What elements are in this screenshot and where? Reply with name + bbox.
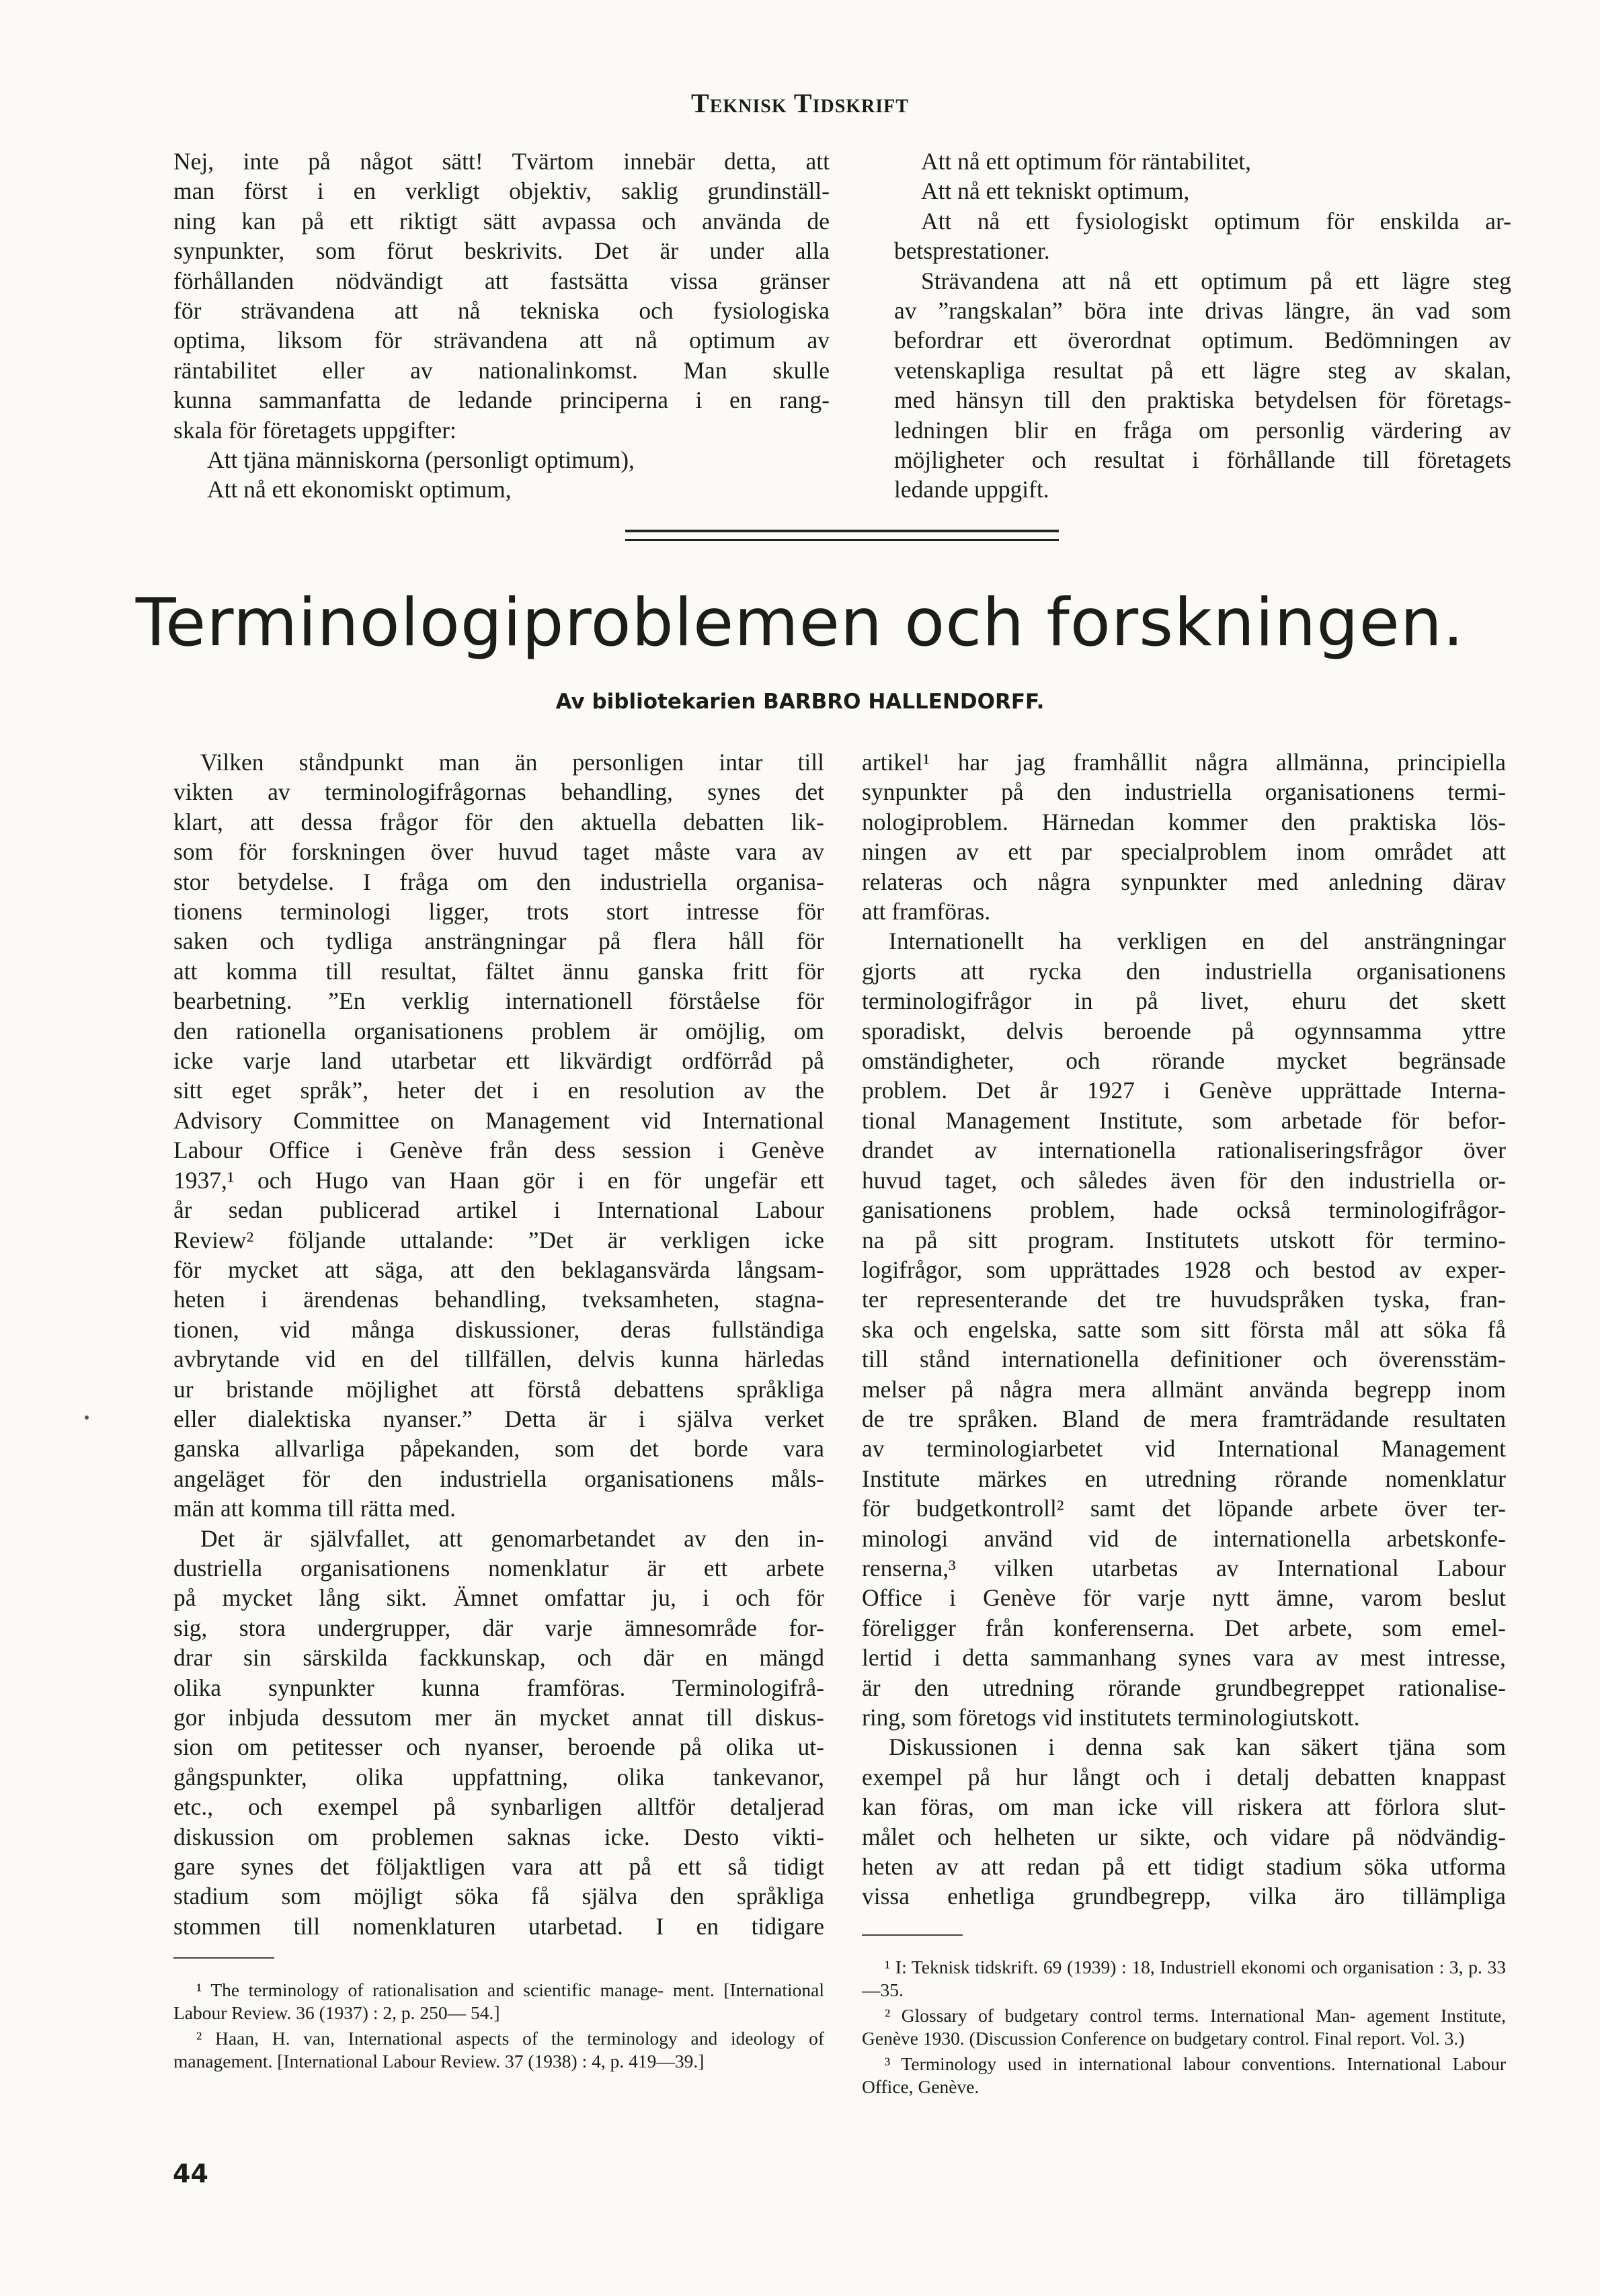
article-left-column	[173, 747, 824, 1941]
text-line: ganisationens problem, hade också terminologifrågor-	[862, 1196, 1506, 1224]
text-line: de tre språken. Bland de mera framträdande resultaten	[862, 1405, 1506, 1432]
text-line: skala för företagets uppgifter:	[173, 416, 456, 444]
text-line: tional Management Institute, som arbetade för befor-	[862, 1106, 1506, 1134]
text-line: Review² följande uttalande: ”Det är verkligen icke	[173, 1226, 824, 1254]
text-line: olika synpunkter kunna framföras. Terminologifrå-	[173, 1674, 824, 1701]
article-title: Terminologiproblemen och forskningen.	[135, 585, 1465, 661]
text-line: exempel på hur långt och i detalj debatten knappast	[862, 1763, 1506, 1791]
text-line: minologi använd vid de internationella arbetskonfe-	[862, 1524, 1506, 1552]
text-line: den rationella organisationens problem är omöjlig, om	[173, 1017, 824, 1044]
text-line: ska och engelska, satte som sitt första mål att söka få	[862, 1315, 1506, 1343]
text-line: Internationellt ha verkligen en del ansträngningar	[889, 928, 1506, 955]
text-line: kunna sammanfatta de ledande principerna i en rang-	[173, 386, 830, 414]
text-line: gjorts att rycka den industriella organisationens	[862, 957, 1506, 985]
text-line: Att nå ett fysiologiskt optimum för enskilda ar-	[921, 207, 1511, 235]
text-line: Att nå ett optimum för räntabilitet,	[921, 148, 1251, 175]
text-line: att framföras.	[862, 898, 991, 926]
text-line: synpunkter på den industriella organisationens termi-	[862, 778, 1506, 806]
page-number: 44	[173, 2159, 208, 2188]
text-line: vetenskapliga resultat på ett lägre steg av skalan,	[894, 356, 1511, 384]
text-line: vissa enhetliga grundbegrepp, vilka äro tillämpliga	[862, 1883, 1506, 1910]
text-line: ring, som företogs vid institutets terminologiutskott.	[862, 1704, 1360, 1731]
footnote-rule-left	[173, 1957, 274, 1959]
footnote: ² Glossary of budgetary control terms. International Man- agement Institute, Genève 1930. (Discussion Conference on budgetary control. Final report. Vol. 3.)	[862, 2005, 1506, 2049]
text-line: Nej, inte på något sätt! Tvärtom innebär detta, att	[173, 148, 830, 175]
text-line: med hänsyn till den praktiska betydelsen för företags-	[894, 386, 1511, 414]
top-right-column	[894, 147, 1511, 505]
text-line: saken och tydliga ansträngningar på flera håll för	[173, 928, 824, 955]
text-line: ganska allvarliga påpekanden, som det borde vara	[173, 1435, 824, 1463]
text-line: kan föras, om man icke vill riskera att förlora slut-	[862, 1793, 1506, 1821]
text-line: av terminologiarbetet vid International Management	[862, 1435, 1506, 1463]
text-line: huvud taget, och således även för den industriella or-	[862, 1166, 1506, 1194]
footnote: ¹ I: Teknisk tidskrift. 69 (1939) : 18, Industriell ekonomi och organisation : 3, p. 33—35.	[862, 1957, 1506, 2000]
text-line: Att nå ett tekniskt optimum,	[921, 177, 1190, 205]
text-line: sig, stora undergrupper, där varje ämnesområde for-	[173, 1614, 824, 1641]
text-line: vikten av terminologifrågornas behandling, synes det	[173, 778, 824, 806]
text-line: eller dialektiska nyanser.” Detta är i själva verket	[173, 1405, 824, 1432]
text-line: dustriella organisationens nomenklatur är ett arbete	[173, 1554, 824, 1582]
footnote: ¹ The terminology of rationalisation and scientific manage- ment. [International Labour Review. 36 (1937) : 2, p. 250— 54.]	[173, 1979, 824, 2023]
text-line: gångspunkter, olika uppfattning, olika tankevanor,	[173, 1763, 824, 1791]
text-line: na på sitt program. Institutets utskott för termino-	[862, 1226, 1506, 1254]
text-line: heten i ärendenas behandling, tveksamheten, stagna-	[173, 1286, 824, 1313]
text-line: ur bristande möjlighet att förstå debattens språkliga	[173, 1375, 824, 1403]
text-line: stommen till nomenklaturen utarbetad. I en tidigare	[173, 1912, 824, 1940]
text-line: tionens terminologi ligger, trots stort intresse för	[173, 898, 824, 926]
text-line: att komma till resultat, fältet ännu ganska fritt för	[173, 957, 824, 985]
text-line: stadium som möjligt söka få själva den språkliga	[173, 1883, 824, 1910]
text-line: stor betydelse. I fråga om den industriella organisa-	[173, 868, 824, 895]
text-line: föreligger från konferenserna. Det arbete, som emel-	[862, 1614, 1506, 1641]
text-line: på mycket lång sikt. Ämnet omfattar ju, i och för	[173, 1584, 824, 1612]
text-line: män att komma till rätta med.	[173, 1495, 456, 1522]
text-line: sitt eget språk”, heter det i en resolution av the	[173, 1077, 824, 1104]
text-line: synpunkter, som förut beskrivits. Det är under alla	[173, 237, 830, 265]
text-line: Office i Genève för varje nytt ämne, varom beslut	[862, 1584, 1506, 1612]
text-line: omständigheter, och rörande mycket begränsade	[862, 1047, 1506, 1075]
text-line: artikel¹ har jag framhållit några allmänna, principiella	[862, 749, 1506, 776]
text-line: icke varje land utarbetar ett likvärdigt ordförråd på	[173, 1047, 824, 1075]
text-line: Labour Office i Genève från dess session i Genève	[173, 1137, 824, 1164]
margin-speck	[85, 1416, 89, 1420]
text-line: avbrytande vid en del tillfällen, delvis kunna härledas	[173, 1346, 824, 1373]
text-line: för budgetkontroll² samt det löpande arbete över ter-	[862, 1495, 1506, 1522]
text-line: diskussion om problemen saknas icke. Desto vikti-	[173, 1823, 824, 1850]
text-line: angeläget för den industriella organisationens måls-	[173, 1465, 824, 1492]
text-line: är den utredning rörande grundbegreppet rationalise-	[862, 1674, 1506, 1701]
text-line: melser på några mera allmänt använda begrepp inom	[862, 1375, 1506, 1403]
text-line: av ”rangskalan” böra inte drivas längre, än vad som	[894, 297, 1511, 325]
article-byline: Av bibliotekarien BARBRO HALLENDORFF.	[555, 690, 1045, 714]
text-line: ning kan på ett riktigt sätt avpassa och använda de	[173, 207, 830, 235]
text-line: sporadiskt, delvis beroende på ogynnsamma yttre	[862, 1017, 1506, 1044]
text-line: Strävandena att nå ett optimum på ett lägre steg	[921, 267, 1511, 294]
text-line: drar sin särskilda fackkunskap, och där en mängd	[173, 1644, 824, 1672]
text-line: för strävandena att nå tekniska och fysiologiska	[173, 297, 830, 325]
text-line: terminologifrågor in på livet, ehuru det skett	[862, 987, 1506, 1015]
text-line: målet och helheten ur sikte, och vidare på nödvändig-	[862, 1823, 1506, 1850]
text-line: ledningen blir en fråga om personlig värdering av	[894, 416, 1511, 444]
text-line: för mycket att säga, att den beklagansvärda långsam-	[173, 1256, 824, 1283]
text-line: som för forskningen över huvud taget måste vara av	[173, 838, 824, 866]
text-line: renserna,³ vilken utarbetas av International Labour	[862, 1554, 1506, 1582]
text-line: Institute märkes en utredning rörande nomenklatur	[862, 1465, 1506, 1492]
text-line: lertid i detta sammanhang synes vara av mest intresse,	[862, 1644, 1506, 1672]
section-divider	[625, 530, 1059, 541]
text-line: räntabilitet eller av nationalinkomst. Man skulle	[173, 356, 830, 384]
text-line: Vilken ståndpunkt man än personligen intar till	[200, 749, 824, 776]
text-line: ningen av ett par specialproblem inom området att	[862, 838, 1506, 866]
footnote: ² Haan, H. van, International aspects of the terminology and ideology of management. [International Labour Review. 37 (1938) : 4, p. 419—39.]	[173, 2028, 824, 2072]
text-line: klart, att dessa frågor för den aktuella debatten lik-	[173, 808, 824, 835]
text-line: möjligheter och resultat i förhållande till företagets	[894, 446, 1511, 474]
footnotes-right	[862, 1956, 1506, 2101]
text-line: nologiproblem. Härnedan kommer den praktiska lös-	[862, 808, 1506, 835]
footnote: ³ Terminology used in international labour conventions. International Labour Office, Genève.	[862, 2053, 1506, 2097]
text-line: till stånd internationella definitioner och överensstäm-	[862, 1346, 1506, 1373]
text-line: Det är självfallet, att genomarbetandet av den in-	[200, 1524, 824, 1552]
text-line: problem. Det år 1927 i Genève upprättade Interna-	[862, 1077, 1506, 1104]
text-line: logifrågor, som upprättades 1928 och bestod av exper-	[862, 1256, 1506, 1283]
text-line: optima, liksom för strävandena att nå optimum av	[173, 327, 830, 354]
text-line: etc., och exempel på synbarligen alltför detaljerad	[173, 1793, 824, 1821]
text-line: ter representerande det tre huvudspråken tyska, fran-	[862, 1286, 1506, 1313]
article-right-column	[862, 747, 1506, 1912]
footnotes-left	[173, 1979, 824, 2076]
text-line: Diskussionen i denna sak kan säkert tjäna som	[889, 1733, 1506, 1761]
text-line: sion om petitesser och nyanser, beroende på olika ut-	[173, 1733, 824, 1761]
text-line: heten av att redan på ett tidigt stadium söka utforma	[862, 1853, 1506, 1881]
text-line: drandet av internationella rationaliseringsfrågor över	[862, 1137, 1506, 1164]
text-line: Att nå ett ekonomiskt optimum,	[207, 476, 512, 503]
footnote-rule-right	[862, 1934, 963, 1936]
text-line: bearbetning. ”En verklig internationell förståelse för	[173, 987, 824, 1015]
text-line: Advisory Committee on Management vid International	[173, 1106, 824, 1134]
text-line: gor inbjuda dessutom mer än mycket annat till diskus-	[173, 1704, 824, 1731]
text-line: Att tjäna människorna (personligt optimum),	[207, 446, 635, 474]
text-line: ledande uppgift.	[894, 476, 1049, 503]
journal-header: Teknisk Tidskrift	[691, 88, 909, 118]
text-line: befordrar ett överordnat optimum. Bedömningen av	[894, 327, 1511, 354]
text-line: man först i en verkligt objektiv, saklig grundinställ-	[173, 177, 830, 205]
text-line: relateras och några synpunkter med anledning därav	[862, 868, 1506, 895]
text-line: förhållanden nödvändigt att fastsätta vissa gränser	[173, 267, 830, 294]
top-left-column	[173, 147, 830, 505]
text-line: år sedan publicerad artikel i International Labour	[173, 1196, 824, 1224]
text-line: betsprestationer.	[894, 237, 1050, 265]
text-line: tionen, vid många diskussioner, deras fullständiga	[173, 1315, 824, 1343]
text-line: 1937,¹ och Hugo van Haan gör i en för ungefär ett	[173, 1166, 824, 1194]
text-line: gare synes det följaktligen vara att på ett så tidigt	[173, 1853, 824, 1881]
